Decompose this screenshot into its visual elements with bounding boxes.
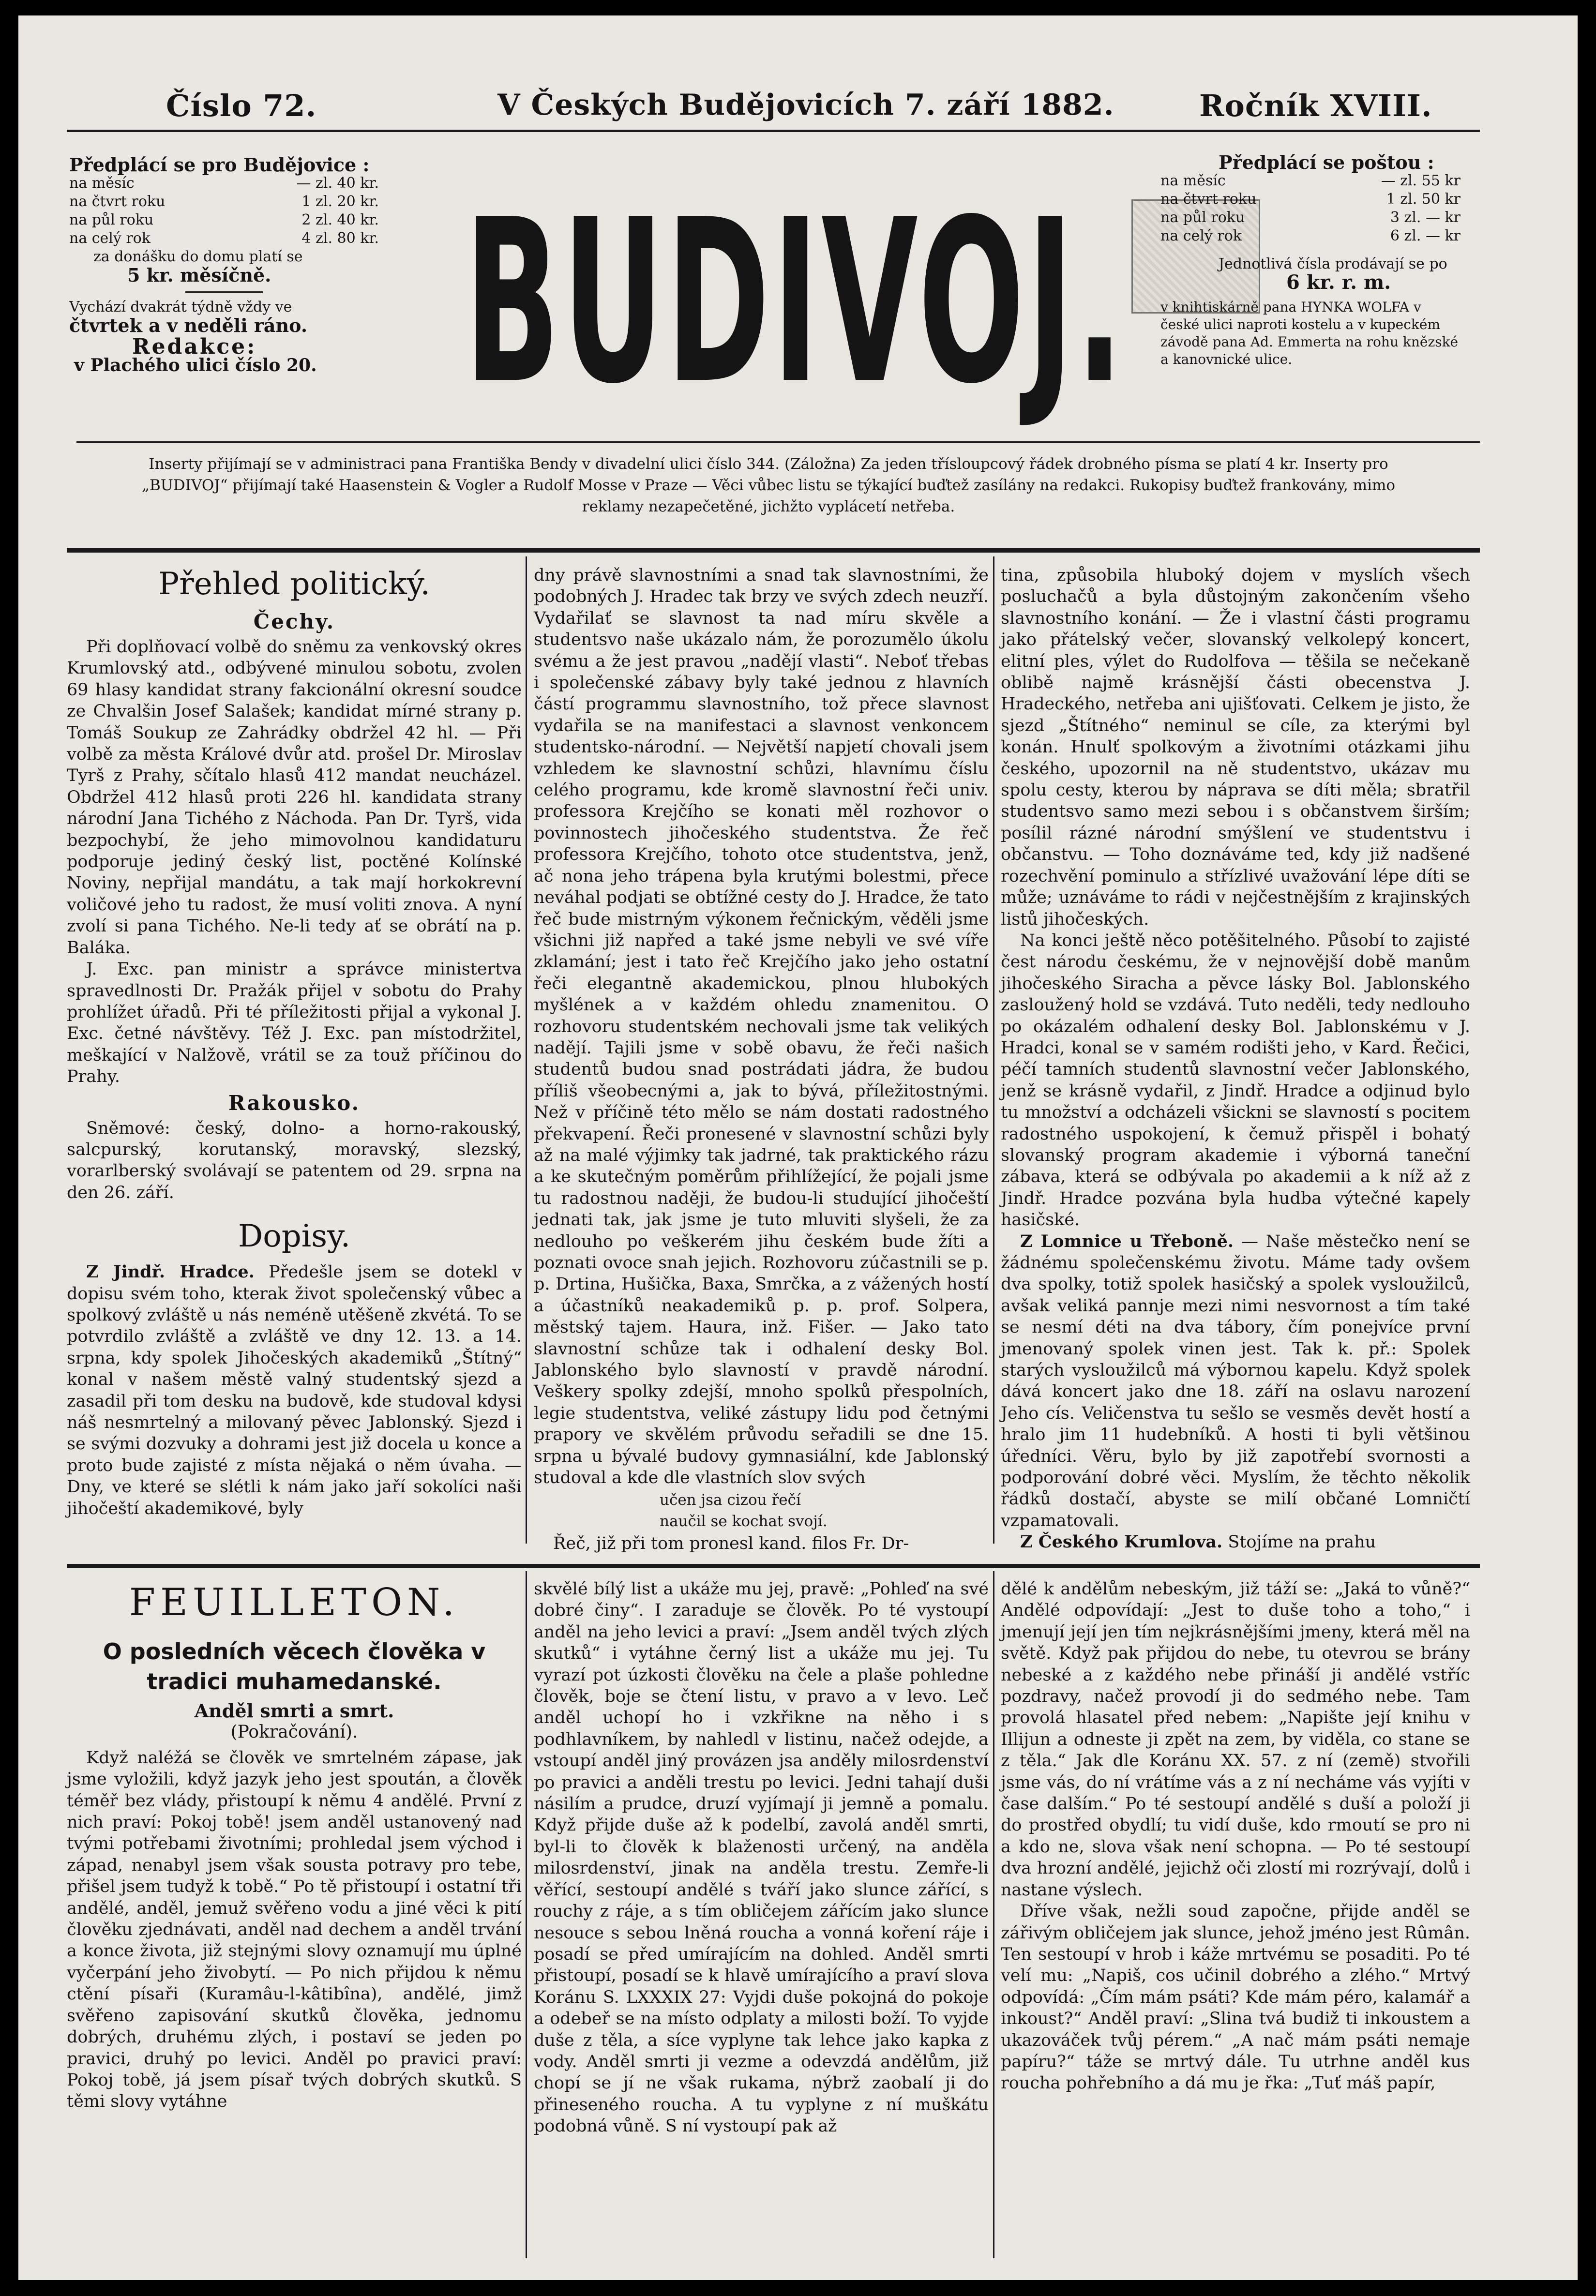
paragraph: Na konci ještě něco potěšitelného. Působí to zajisté čest národu českému, že v nejnovější době manům jihočeského Siracha a pěvce lásky Bol. Jablonského zasloužený hold se vzdává. Tuto neděli, tedy nedlouho po okázalém odhalení desky Bol. Jablonskému v J. Hradci, konal se v samém rodišti jeho, v Kard. Řečici, péčí tamních studentů slavnostní večer Jablonského, jenž se krásně vydařil, z Jindř. Hradce a odjinud bylo tu množství a odcházeli všickni se slavností s pocitem radostného uspokojení, k čemuž přispěl i bohatý slovanský program akademie i výborná taneční zábava, která se odbývala po akademii a k níž až z Jindř. Hradce pozvána byla hudba výtečné kapely hasičské.	[1001, 930, 1470, 1230]
letters-title: Dopisy.	[238, 1218, 351, 1255]
verse-line: naučil se kochat svojí.	[660, 1513, 828, 1531]
paragraph: dělé k andělům nebeským, již táží se: „Jaká to vůně?“ Andělé odpovídají: „Jest to duše toho a toho,“ i jmenují její jen tím nejkrásnějšími jmeny, která měl na světě. Když pak přijdou do nebe, tu otevrou se brány nebeské a z každého nebe přináší ji andělé vstříc pozdravy, načež provodí ji do sedmého nebe. Tam provolá hlasatel před nebem: „Napište její knihu v Illijun a odneste ji zpět na zem, by viděla, co stane se z těla.“ Jak dle Koránu XX. 57. z ní (země) stvořili jsme vás, do ní vrátíme vás a z ní necháme vás vyjíti v čase dalším.“ Po té sestoupí andělé s duší a položí ji do prostřed obydlí; tu vidí duše, kdo rmoutí se pro ni a kdo ne, slova však není schopna. — Po té sestoupí dva hrozní andělé, jejichž oči zlostí mi rozrývají, dolů i nastane výslech.	[1001, 1579, 1470, 1900]
feuilleton-column	[1001, 1578, 1470, 2094]
masthead-rule	[67, 130, 1480, 132]
issue-number: Číslo 72.	[166, 88, 317, 123]
news-lead: Z Lomnice u Třeboně.	[1020, 1231, 1234, 1251]
local-rate-row: na celý rok 4 zl. 80 kr.	[69, 230, 379, 247]
politics-title: Přehled politický.	[158, 566, 430, 602]
feuilleton-column	[67, 1578, 522, 2113]
editorial-address: v Plachého ulici číslo 20.	[74, 355, 317, 375]
postal-rate-row: na čtvrt roku 1 zl. 50 kr	[1160, 191, 1460, 208]
postal-rate-row: na půl roku 3 zl. — kr	[1160, 209, 1460, 226]
verse-line: učen jsa cizou řečí	[660, 1491, 801, 1509]
editorial-heading: Redakce:	[132, 334, 257, 359]
delivery-note: za donášku do domu platí se	[93, 248, 303, 265]
column-rule	[993, 556, 994, 1544]
volume-number: Ročník XVIII.	[1199, 88, 1432, 123]
inserts-note: Inserty přijímají se v administraci pana Františka Bendy v divadelní ulici číslo 344. (Záložna) Za jeden třísloupcový řádek drobného písma se platí 4 kr. Inserty pro „BUDIVOJ“ přijímají také Haasenstein & Vogler a Rudolf Mosse v Praze — Věci vůbec listu se týkající buďtež zasílány na redakci. Rukopisy buďtež frankovány, mimo reklamy nezapečetěné, jichžto vyplácetí netřeba.	[141, 455, 1396, 515]
postal-subscription	[1160, 153, 1460, 368]
delivery-price: 5 kr. měsíčně.	[127, 264, 271, 286]
feuilleton-label: FEUILLETON.	[129, 1581, 460, 1624]
news-text: Stojíme na prahu	[1228, 1532, 1376, 1552]
place-date: V Českých Budějovicích 7. září 1882.	[497, 88, 1114, 122]
schedule-days: čtvrtek a v neděli ráno.	[69, 315, 308, 336]
section-heading-rakousko: Rakousko.	[228, 1091, 361, 1115]
paragraph: Řeč, již při tom pronesl kand. filos Fr. Dr-	[553, 1534, 909, 1554]
local-rate-row: na půl roku 2 zl. 40 kr.	[69, 211, 379, 228]
section-heading-cechy: Čechy.	[253, 610, 335, 633]
sales-point: v knihtiskárně pana HYNKA WOLFA v české ulici naproti kostelu a v kupeckém závodě pana Ad. Emmerta na rohu knězské a kanovnické ulice.	[1160, 299, 1459, 367]
feuilleton-rule	[67, 1564, 1480, 1568]
feuilleton-column	[534, 1578, 989, 2137]
newspaper-page	[18, 15, 1578, 2280]
local-subscription-heading: Předplácí se pro Budějovice :	[69, 154, 370, 176]
column-rule	[993, 1571, 994, 2258]
schedule: Vychází dvakrát týdně vždy ve	[69, 299, 292, 315]
postal-subscription-heading: Předplácí se poštou :	[1219, 151, 1434, 173]
header-rule	[76, 441, 1480, 443]
feuilleton-continued: (Pokračování).	[230, 1722, 358, 1742]
thick-rule	[67, 548, 1480, 553]
local-subscription	[69, 156, 379, 375]
paragraph: J. Exc. pan ministr a správce ministertva spravedlnosti Dr. Pražák přijel v sobotu do Prahy prohlížet úřadů. Při té příležitosti přijal a vykonal J. Exc. četné návštěvy. Též J. Exc. pan místodržitel, meškající v Nalžově, vrátil se za touž příčinou do Prahy.	[67, 960, 522, 1087]
local-rate-row: na čtvrt roku 1 zl. 20 kr.	[69, 193, 379, 210]
news-lead: Z Českého Krumlova.	[1020, 1532, 1223, 1552]
local-rate-row: na měsíc — zl. 40 kr.	[69, 175, 379, 192]
letter-lead: Z Jindř. Hradce.	[86, 1262, 255, 1282]
feuilleton-subtitle: Anděl smrti a smrt.	[194, 1700, 394, 1722]
postal-rate-row: na celý rok 6 zl. — kr	[1160, 227, 1460, 244]
column-rule	[526, 1571, 527, 2258]
column-rule	[526, 556, 527, 1544]
paragraph: skvělé bílý list a ukáže mu jej, pravě: „Pohleď na své dobré činy“. I zaraduje se člověk. Po té vystoupí anděl na jeho levici a praví: „Jsem anděl tvých zlých skutků“ i vytáhne černý list a ukáže mu jej. Tu vyrazí pot úzkosti člověku na čele a plaše pohledne člověk, boje se čtení listu, v pravo a v levo. Leč anděl uchopí ho i vzkřikne na něho i s podhlavníkem, by nahledl v listinu, načež odejde, a vstoupí anděl jiný provázen jsa anděly milosrdenství po pravici a anděli trestu po levici. Jedni tahají duši násilím a prudce, druzí vyjímají ji jemně a pomalu. Když přijde duše až k podelbí, zavolá anděl smrti, byl-li to člověk k blaženosti určený, na anděla milosrdenství, jinak na anděla trestu. Zemře-li věřící, sestoupí andělé s tváří jako slunce zářící, s rouchy z ráje, a s tím obličejem zářícím jako slunce nesouce s sebou lněná roucha a vonná koření ráje i posadí se před umírajícím na dohled. Anděl smrti přistoupí, posadí se k hlavě umírajícího a praví slova Koránu S. LXXXIX 27: Vyjdi duše pokojná do pokoje a odebeř se na místo odplaty a milosti boží. To vyjde duše z těla, a síce vyplyne tak lehce jako kapka z vody. Anděl smrti ji vezme a odevzdá andělům, již chopí se jí ne však rukama, nýbrž zaobalí ji do přineseného roucha. A tu vyplyne z ní muškátu podobná vůně. S ní vystoupí pak až	[534, 1579, 989, 2136]
single-copy-price: 6 kr. r. m.	[1286, 271, 1391, 294]
paragraph: Sněmové: český, dolno- a horno-rakouský, salcpurský, korutanský, moravský, slezský, vorarlberský svolávají se patentem od 29. srpna na den 26. září.	[67, 1118, 522, 1202]
single-copy-note: Jednotlivá čísla prodávají se po	[1219, 255, 1447, 272]
politics-column	[67, 565, 522, 1519]
paragraph: Při doplňovací volbě do sněmu za venkovský okres Krumlovský atd., odbývené minulou sobotu, zvolen 69 hlasy kandidat strany fakcionální okresní soudce ze Chvalšin Josef Salašek; kandidat mírné strany p. Tomáš Soukup ze Zahrádky obdržel 42 hl. — Při volbě za města Králové dvůr atd. prošel Dr. Miroslav Tyrš z Prahy, sčítalo hlasů 412 mandat neucházel. Obdržel 412 hlasů proti 226 hl. kandidata strany národní Jana Tichého z Náchoda. Pan Dr. Tyrš, vida bezpochybí, že jeho mimovolnou kandidaturu podporuje jediný český list, poctěné Kolínské Noviny, nepřijal mandátu, a tak mají horkokrevní voličové jeho tu radost, že musí voliti znova. A nyní zvolí si pana Tichého. Ne-li tedy ať se obrátí na p. Baláka.	[67, 637, 522, 958]
divider	[185, 291, 263, 293]
postal-rate-row: na měsíc — zl. 55 kr	[1160, 172, 1460, 189]
paragraph: dny právě slavnostními a snad tak slavnostními, že podobných J. Hradec tak brzy ve svých zdech neuzří. Vydařilať se slavnost ta nad míru skvěle a studentsvo naše ukázalo nám, že porozumělo úkolu svému a že jest pravou „nadějí vlasti“. Neboť třebas i společenské zábavy byly také jednou z hlavních částí programmu slavnostního, tož přece slavnost vydařila se na manifestaci a slavnost venkoncem studentsko-národní. — Největší napjetí chovali jsem vzhledem ke slavnostní schůzi, hlavnímu číslu celého programu, kde kromě slavnostní řeči univ. professora Krejčího se konati měl rozhovor o povinnostech jihočeského studentstva. Že řeč professora Krejčího, tohoto otce studentstva, jenž, ač nona jeho trápena byla krutými bolestmi, přece neváhal podjati se obtížné cesty do J. Hradce, že tato řeč bude mistrným výkonem řečnickým, věděli jsme všichni již napřed a také jsme nebyli ve své víře zklamání; jest i tato řeč Krejčího jako jeho ostatní řeči elegantně akademickou, plnou hlubokých myšlének a v každém ohledu znamenitou. O rozhovoru studentském nechovali jsme tak velikých nadějí. Tajili jsme v sobě obavu, že řeči našich studentů budou snad postrádati jádra, že budou příliš všeobecnými a, jak to bývá, příležitostnými. Než v příčině této mělo se nám dostati radostného překvapení. Řeči pronesené v slavnostní schůzi byly až na malé výjimky tak jadrné, tak praktického rázu a ke skutečným poměrům přihlížející, že pojali jsme tu radostnou naději, že budou-li studující jihočeští jednati tak, jak jsme je tuto mluviti slyšeli, že za nedlouho po veškerém jihu českém bude žíti a poznati ovoce snah jejich. Rozhovoru zúčastnili se p. p. Drtina, Hušička, Baxa, Smrčka, a z vážených hostí a účastníků neakademiků p. p. prof. Solpera, městský tajem. Haura, inž. Fišer. — Jako tato slavnostní schůze tak i odhalení desky Bol. Jablonského bylo slavností v pravdě národní. Veškery spolky zdejší, mnoho spolků přespolních, legie studentstva, veliké zástupy lidu pod četnými prapory ve skvělém průvodu seřadili se dne 15. srpna u bývalé budovy gymnasiální, kde Jablonský studoval a kde dle vlastních slov svých	[534, 566, 989, 1488]
feuilleton-title: O posledních věcech člověka v tradici muhamedanské.	[103, 1638, 486, 1695]
sjezd-column	[534, 565, 989, 1555]
paragraph: tina, způsobila hluboký dojem v myslích všech posluchačů a byla důstojným zakončením všeho slavnostního konání. — Že i vlastní části programu jako přátelský večer, slovanský velkolepý koncert, elitní ples, výlet do Rudolfova — těšila se nečekaně oblibě najmě krásnější části obecenstva J. Hradeckého, netřeba ani ujišťovati. Celkem je jisto, že sjezd „Štítného“ neminul se cíle, za kterými byl konán. Hnulť spolkovým a životními otázkami jihu českého, upozornil na ně studentstvo, ukázav mu spolu cesty, kterou by náprava se díti měla; sbratřil studentsvo samo mezi sebou i s občanstvem širším; posílil rázné národní smýšlení ve studentstvu i občanstvu. — Toho doznáváme ted, kdy již nadšené rozechvění pominulo a střízlivé uvažování lépe díti se může; uznáváme to rádi v nejčestnějším z krajinských listů jihočeských.	[1001, 566, 1470, 929]
news-column	[1001, 565, 1470, 1553]
paragraph: Dříve však, nežli soud započne, přijde anděl se zářivým obličejem jak slunce, jehož jméno jest Rûmân. Ten sestoupí v hrob i káže mrtvému se posaditi. Po té velí mu: „Napiš, cos učinil dobrého a zlého.“ Mrtvý odpovídá: „Čím mám psáti? Kde mám péro, kalamář a inkoust?“ Anděl praví: „Slina tvá budiž ti inkoustem a ukazováček tvůj pérem.“ „A nač mám psáti nemaje papíru?“ táže se mrtvý dále. Tu utrhne anděl kus roucha pohřebního a dá mu je řka: „Tuť máš papír,	[1001, 1902, 1470, 2093]
letter-text: Předešle jsem se dotekl v dopisu svém toho, kterak život společenský vůbec a spolkový zvláště u nás neméně utěšeně zkvétá. To se potvrdilo zvláště a zvláště ve dny 12. 13. a 14. srpna, kdy spolek Jihočeských akademiků „Štítný“ konal v našem městě valný studentský sjezd a zasadil při tom desku na budově, kde studoval kdysi náš nesmrtelný a milovaný pěvec Jablonský. Sjezd i se svými dozvuky a dohrami jest již docela u konce a proto bude zajisté z místa nějaká o něm úvaha. — Dny, ve které se slétli k nám jako jaří sokolíci naši jihočeští akademikové, byly	[67, 1262, 522, 1518]
news-text: — Naše městečko není se žádnému společenskému životu. Máme tady ovšem dva spolky, totiž spolek hasičský a spolek vysloužilců, avšak veliká pannje mezi nimi nesvornost a tím také se nesmí déti na dva tábory, čím ponejvíce první jmenovaný spolek vinen jest. Tak k. př.: Spolek starých vysloužilců má výbornou kapelu. Když spolek dává koncert jako dne 18. září na oslavu narození Jeho cís. Veličenstva tu sešlo se vesměs devět hostí a hralo jim 11 hudebníků. A hosti ti byli většinou úředníci. Věru, bylo by již zapotřebí svornosti a podporování dobré věci. Myslím, že těchto několik řádků dostačí, abyste se milí občané Lomničtí vzpamatovali.	[1001, 1231, 1470, 1531]
newspaper-title: BUDIVOJ.	[465, 171, 1126, 434]
paragraph: Když naléžá se člověk ve smrtelném zápase, jak jsme vyložili, když jazyk jeho jest spoután, a člověk téměř bez vlády, přistoupí k němu 4 andělé. První z nich praví: Pokoj tobě! jsem anděl ustanovený nad tvými potřebami životními; prohledal jsem východ i západ, nenabyl jsem však sousta potravy pro tebe, přišel jsem tudyž k tobě.“ Po tě přistoupí i ostatní tři andělé, anděl, jemuž svěřeno vodu a jiné věci k pití člověku zjednávati, anděl nad dechem a anděl trvání a konce života, již stejnými slovy oznamují mu úplné vyčerpání jeho živobytí. — Po nich přijdou k němu ctění písaři (Kuramâu-l-kâtibîna), andělé, jimž svěřeno zapisování skutků člověka, jednomu dobrých, druhému zlých, i postaví se jeden po pravici, druhý po levici. Anděl po pravici praví: Pokoj tobě, já jsem písař tvých dobrých skutků. S těmi slovy vytáhne	[67, 1748, 522, 2112]
